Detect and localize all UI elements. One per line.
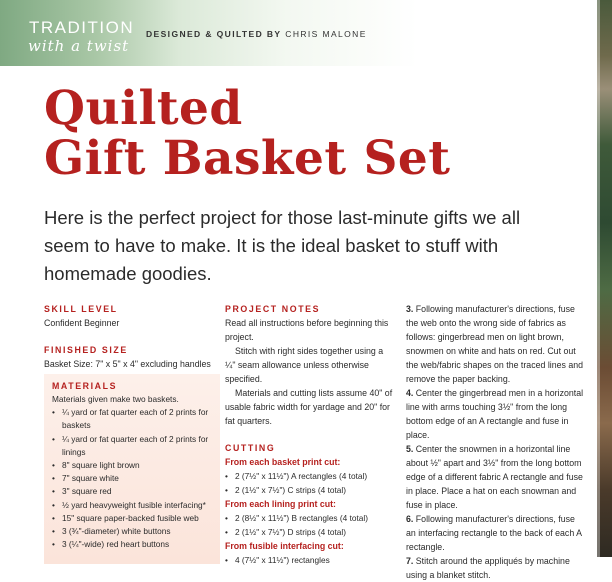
- notes-paragraph: Materials and cutting lists assume 40" of usable fabric width for yardage and 20" for fat quarters.: [225, 388, 393, 426]
- step-text: Center the snowmen in a horizontal line about ½" apart and 3½" from the long bottom edge of a different fabric A rectangle and fuse in place. Place a hat on each snowman and fuse in place.: [406, 444, 583, 510]
- step-number: 3.: [406, 304, 414, 314]
- step-number: 6.: [406, 514, 414, 524]
- skill-value: Confident Beginner: [44, 318, 120, 328]
- series-subtitle: with a twist: [28, 37, 130, 55]
- step-text: Following manufacturer's directions, fuse an interfacing rectangle to the back of each A rectangle.: [406, 514, 582, 552]
- series-title: TRADITION: [29, 18, 135, 37]
- cutting-group-title: From each basket print cut:: [225, 457, 341, 467]
- title-line-1: Quilted: [44, 81, 243, 136]
- list-item: • 3 (¾"-diameter) white buttons: [52, 525, 218, 538]
- intro-paragraph: Here is the perfect project for those last-minute gifts we all seem to have to make. It is the ideal basket to stuff with homemade goodies.: [44, 207, 521, 284]
- byline: [146, 29, 367, 39]
- step: [406, 442, 586, 512]
- step-number: 7.: [406, 556, 414, 566]
- list-item: • 2 (1½" x 7½") D strips (4 total): [225, 525, 395, 539]
- materials-note: Materials given make two baskets.: [52, 394, 179, 404]
- finished-value: Basket Size: 7" x 5" x 4" excluding handles: [44, 359, 211, 369]
- materials-heading: MATERIALS: [52, 381, 118, 391]
- byline-name: CHRIS MALONE: [285, 29, 367, 39]
- list-item: • 8" square light brown: [52, 459, 218, 472]
- notes-paragraph: Read all instructions before beginning this project.: [225, 318, 389, 342]
- finished-heading: FINISHED SIZE: [44, 345, 128, 355]
- step: [406, 512, 586, 554]
- column-3: [406, 302, 586, 582]
- list-item: • ¼ yard or fat quarter each of 2 prints for linings: [52, 433, 218, 459]
- step-number: 5.: [406, 444, 414, 454]
- list-item: • 2 (1½" x 7½") C strips (4 total): [225, 483, 395, 497]
- step: [406, 554, 586, 582]
- step: [406, 386, 586, 442]
- list-item: • 2 (8½" x 11½") B rectangles (4 total): [225, 511, 395, 525]
- list-item: • ½ yard heavyweight fusible interfacing*: [52, 499, 218, 512]
- column-1: [44, 302, 224, 371]
- cutting-heading: CUTTING: [225, 443, 276, 453]
- photo-edge: [597, 0, 612, 557]
- cutting-group-title: From fusible interfacing cut:: [225, 541, 344, 551]
- list-item: • 3 (¼"-wide) red heart buttons: [52, 538, 218, 551]
- cutting-group-title: From each lining print cut:: [225, 499, 336, 509]
- column-2: [225, 302, 395, 567]
- page-title: [44, 81, 451, 186]
- skill-heading: SKILL LEVEL: [44, 304, 118, 314]
- step-text: Following manufacturer's directions, fuse the web onto the wrong side of fabrics as follows: gingerbread men on light brown, snowmen on white and hats on red. Cut out the web/fabric shapes on the traced lines and remove the paper backing.: [406, 304, 584, 384]
- step-number: 4.: [406, 388, 414, 398]
- step-text: Stitch around the appliqués by machine using a blanket stitch.: [406, 556, 570, 580]
- list-item: • 7" square white: [52, 472, 218, 485]
- byline-label: DESIGNED & QUILTED BY: [146, 29, 282, 39]
- step: [406, 302, 586, 386]
- notes-heading: PROJECT NOTES: [225, 304, 321, 314]
- step-text: Center the gingerbread men in a horizontal line with arms touching 3½" from the long bottom edge of an A rectangle and fuse in place.: [406, 388, 584, 440]
- list-item: • 15" square paper-backed fusible web: [52, 512, 218, 525]
- list-item: • ¼ yard or fat quarter each of 2 prints for baskets: [52, 406, 218, 432]
- title-line-2: Gift Basket Set: [44, 131, 451, 186]
- materials-list: [52, 379, 218, 551]
- list-item: • 4 (7½" x 11½") rectangles: [225, 553, 395, 567]
- list-item: • 2 (7½" x 11½") A rectangles (4 total): [225, 469, 395, 483]
- notes-paragraph: Stitch with right sides together using a ¼" seam allowance unless otherwise specified.: [225, 346, 384, 384]
- list-item: • 3" square red: [52, 485, 218, 498]
